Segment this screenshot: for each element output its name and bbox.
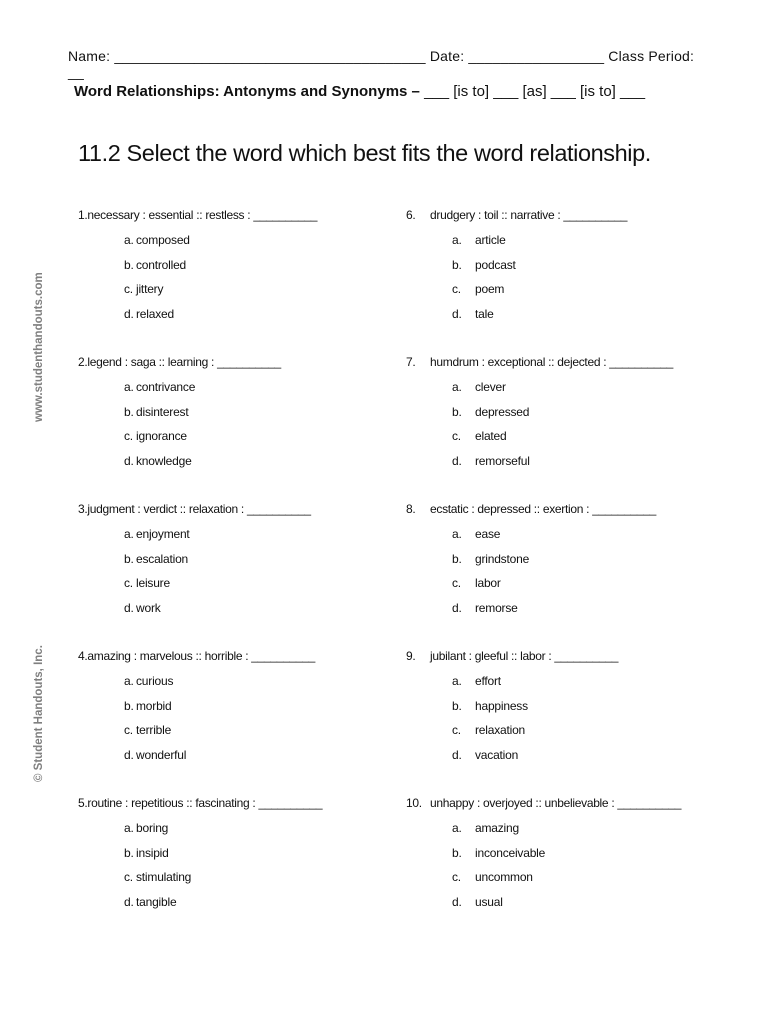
option-letter: b. (124, 404, 134, 419)
question-stem (406, 649, 618, 663)
option-text: effort (475, 674, 501, 688)
question-8 (406, 502, 656, 615)
question-10 (406, 796, 682, 909)
option-text: controlled (136, 257, 187, 272)
option-letter: b. (124, 698, 134, 713)
option-letter: c. (124, 282, 133, 296)
sidebar-copyright: © Student Handouts, Inc. (33, 645, 45, 782)
option-text: remorse (475, 600, 518, 615)
question-text: jubilant : gleeful :: labor : __________ (430, 649, 619, 663)
question-9 (406, 649, 619, 762)
option-text: morbid (136, 698, 172, 713)
option-text: insipid (136, 845, 169, 860)
question-number: 10. (406, 796, 422, 810)
answer-option[interactable] (124, 258, 186, 272)
question-2 (78, 355, 281, 468)
option-letter: d. (452, 453, 462, 468)
option-text: tangible (136, 894, 177, 909)
option-text: uncommon (475, 870, 533, 884)
option-letter: b. (452, 698, 462, 713)
question-number: 2. (78, 355, 88, 369)
worksheet-title (74, 83, 734, 100)
question-number: 7. (406, 355, 416, 369)
answer-option[interactable] (124, 870, 191, 884)
section-heading: 11.2 Select the word which best fits the word relationship. (78, 140, 651, 166)
question-1 (78, 208, 318, 321)
option-text: work (136, 600, 161, 615)
answer-option[interactable] (124, 699, 171, 713)
option-text: inconceivable (475, 845, 546, 860)
option-letter: c. (124, 870, 133, 884)
question-text: necessary : essential :: restless : __________ (87, 208, 318, 222)
option-text: relaxed (136, 306, 174, 321)
answer-option[interactable] (124, 846, 169, 860)
answer-option[interactable] (452, 454, 530, 468)
option-text: tale (475, 306, 494, 321)
option-text: depressed (475, 404, 530, 419)
question-number: 9. (406, 649, 416, 663)
option-letter: d. (452, 600, 462, 615)
answer-option[interactable] (124, 895, 176, 909)
answer-option[interactable] (452, 552, 529, 566)
option-text: remorseful (475, 453, 530, 468)
option-text: composed (136, 233, 190, 247)
answer-option[interactable] (452, 895, 503, 909)
question-text: legend : saga :: learning : __________ (87, 355, 281, 369)
question-text: judgment : verdict :: relaxation : __________ (87, 502, 311, 516)
question-4 (78, 649, 316, 762)
question-3 (78, 502, 311, 615)
question-text: amazing : marvelous :: horrible : __________ (87, 649, 316, 663)
option-letter: d. (124, 453, 134, 468)
option-letter: c. (452, 870, 461, 884)
answer-option[interactable] (124, 527, 190, 541)
answer-option[interactable] (124, 307, 174, 321)
sidebar-url: www.studenthandouts.com (33, 272, 45, 422)
option-text: escalation (136, 551, 189, 566)
option-letter: c. (452, 429, 461, 443)
answer-option[interactable] (452, 748, 518, 762)
answer-option[interactable] (452, 405, 529, 419)
answer-option[interactable] (124, 380, 195, 394)
answer-option[interactable] (452, 527, 500, 541)
option-letter: b. (124, 551, 134, 566)
question-stem (406, 796, 681, 810)
option-text: article (475, 233, 506, 247)
answer-option[interactable] (124, 405, 189, 419)
option-letter: c. (452, 723, 461, 737)
question-stem (406, 502, 656, 516)
option-text: ease (475, 527, 501, 541)
option-letter: c. (124, 576, 133, 590)
option-text: amazing (475, 821, 519, 835)
answer-option[interactable] (452, 846, 545, 860)
answer-option[interactable] (124, 748, 186, 762)
option-letter: b. (124, 845, 134, 860)
answer-option[interactable] (452, 380, 506, 394)
question-stem (78, 649, 315, 663)
option-text: leisure (136, 576, 170, 590)
option-letter: b. (124, 257, 134, 272)
option-text: elated (475, 429, 507, 443)
option-text: knowledge (136, 453, 192, 468)
answer-option[interactable] (124, 821, 168, 835)
question-stem (406, 355, 673, 369)
answer-option[interactable] (452, 576, 501, 590)
answer-option[interactable] (452, 601, 518, 615)
option-letter: d. (124, 894, 134, 909)
option-text: wonderful (136, 747, 187, 762)
answer-option[interactable] (124, 601, 161, 615)
option-letter: c. (452, 576, 461, 590)
option-letter: b. (452, 257, 462, 272)
answer-option[interactable] (124, 233, 190, 247)
question-stem (78, 502, 311, 516)
option-text: poem (475, 282, 505, 296)
question-text: unhappy : overjoyed :: unbelievable : __________ (430, 796, 682, 810)
question-number: 3. (78, 502, 88, 516)
option-text: labor (475, 576, 501, 590)
option-letter: a. (124, 527, 134, 541)
option-letter: a. (452, 233, 462, 247)
question-stem (78, 796, 322, 810)
option-letter: a. (452, 380, 462, 394)
option-letter: b. (452, 404, 462, 419)
option-text: grindstone (475, 551, 530, 566)
question-text: drudgery : toil :: narrative : __________ (430, 208, 628, 222)
option-letter: d. (452, 894, 462, 909)
option-letter: a. (124, 233, 134, 247)
option-letter: c. (124, 723, 133, 737)
option-letter: d. (452, 306, 462, 321)
answer-option[interactable] (452, 307, 494, 321)
option-letter: b. (452, 845, 462, 860)
question-7 (406, 355, 674, 468)
worksheet-title-pattern: ___ [is to] ___ [as] ___ [is to] ___ (424, 83, 646, 100)
answer-option[interactable] (452, 258, 516, 272)
answer-option[interactable] (452, 233, 506, 247)
question-number: 1. (78, 208, 88, 222)
option-letter: a. (452, 821, 462, 835)
answer-option[interactable] (124, 723, 171, 737)
student-info-line: Name: _______________________________________ Date: _________________ Class Period: __ (68, 48, 695, 80)
answer-option[interactable] (452, 699, 528, 713)
option-letter: d. (452, 747, 462, 762)
option-letter: a. (124, 821, 134, 835)
option-letter: a. (124, 380, 134, 394)
option-text: terrible (136, 723, 172, 737)
option-letter: a. (124, 674, 134, 688)
option-text: relaxation (475, 723, 526, 737)
option-text: enjoyment (136, 527, 190, 541)
option-text: boring (136, 821, 169, 835)
option-text: ignorance (136, 429, 187, 443)
question-number: 8. (406, 502, 416, 516)
option-text: contrivance (136, 380, 196, 394)
option-letter: c. (124, 429, 133, 443)
option-letter: d. (124, 600, 134, 615)
option-letter: d. (124, 306, 134, 321)
option-text: jittery (136, 282, 164, 296)
option-text: happiness (475, 698, 528, 713)
question-stem (406, 208, 627, 222)
option-letter: a. (452, 527, 462, 541)
answer-option[interactable] (124, 282, 163, 296)
answer-option[interactable] (452, 429, 507, 443)
question-6 (406, 208, 628, 321)
answer-option[interactable] (452, 282, 504, 296)
option-text: vacation (475, 747, 519, 762)
answer-option[interactable] (124, 674, 173, 688)
question-text: humdrum : exceptional :: dejected : __________ (430, 355, 674, 369)
question-text: ecstatic : depressed :: exertion : __________ (430, 502, 656, 516)
option-text: clever (475, 380, 506, 394)
question-number: 5. (78, 796, 88, 810)
answer-option[interactable] (452, 723, 525, 737)
answer-option[interactable] (452, 674, 501, 688)
question-5 (78, 796, 323, 909)
option-text: disinterest (136, 404, 189, 419)
question-text: routine : repetitious :: fascinating : __________ (87, 796, 323, 810)
option-letter: b. (452, 551, 462, 566)
option-letter: d. (124, 747, 134, 762)
question-number: 4. (78, 649, 88, 663)
question-stem (78, 355, 281, 369)
option-text: podcast (475, 257, 516, 272)
option-letter: c. (452, 282, 461, 296)
answer-option[interactable] (124, 454, 192, 468)
option-text: usual (475, 894, 503, 909)
question-stem (78, 208, 317, 222)
option-text: stimulating (136, 870, 192, 884)
option-letter: a. (452, 674, 462, 688)
answer-option[interactable] (124, 552, 188, 566)
answer-option[interactable] (124, 429, 187, 443)
worksheet-title-main: Word Relationships: Antonyms and Synonyms – (74, 83, 420, 100)
question-number: 6. (406, 208, 416, 222)
answer-option[interactable] (452, 870, 533, 884)
option-text: curious (136, 674, 174, 688)
answer-option[interactable] (452, 821, 519, 835)
answer-option[interactable] (124, 576, 170, 590)
